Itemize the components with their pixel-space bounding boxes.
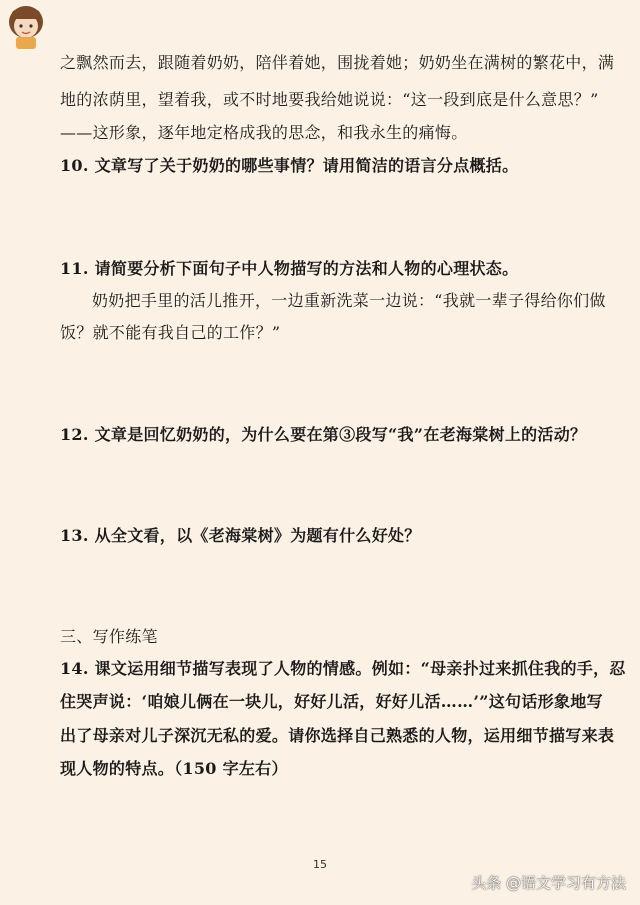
question-14-line-3: 出了母亲对儿子深沉无私的爱。请你选择自己熟悉的人物，运用细节描写来表 [60, 726, 615, 745]
question-13: 13. 从全文看，以《老海棠树》为题有什么好处？ [60, 526, 421, 545]
brand-watermark: 头条 @语文学习有方法 [471, 874, 626, 892]
section-heading-writing: 三、写作练笔 [60, 627, 158, 646]
passage-line-3: ——这形象，逐年地定格成我的思念，和我永生的痛悔。 [60, 123, 468, 142]
question-11-quote-line-2: 饭？就不能有我自己的工作？” [60, 323, 281, 342]
cartoon-girl-avatar-icon [4, 2, 48, 50]
question-10: 10. 文章写了关于奶奶的哪些事情？请用简洁的语言分点概括。 [60, 156, 519, 175]
passage-line-2: 地的浓荫里，望着我，或不时地要我给她说说：“这一段到底是什么意思？” [60, 90, 599, 109]
passage-line-1: 之飘然而去，跟随着奶奶，陪伴着她，围拢着她；奶奶坐在满树的繁花中，满 [60, 53, 615, 72]
question-14-line-1: 14. 课文运用细节描写表现了人物的情感。例如：“母亲扑过来抓住我的手，忍 [60, 659, 626, 678]
question-14-line-2: 住哭声说：‘咱娘儿俩在一块儿，好好儿活，好好儿活……’”这句话形象地写 [60, 692, 603, 711]
question-12: 12. 文章是回忆奶奶的，为什么要在第③段写“我”在老海棠树上的活动？ [60, 425, 587, 444]
page-number: 15 [313, 858, 327, 871]
question-11-quote-line-1: 奶奶把手里的活儿推开，一边重新洗菜一边说：“我就一辈子得给你们做 [92, 291, 606, 310]
question-11: 11. 请简要分析下面句子中人物描写的方法和人物的心理状态。 [60, 259, 519, 278]
question-14-line-4: 现人物的特点。（150 字左右） [60, 759, 288, 778]
